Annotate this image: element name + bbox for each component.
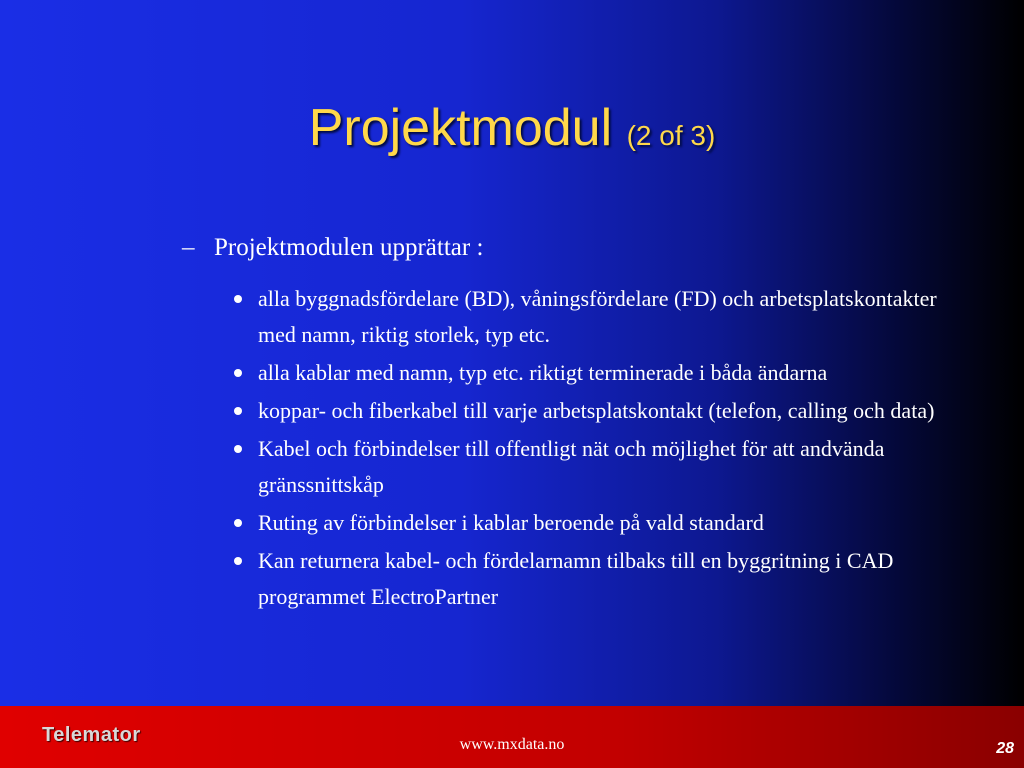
- list-item: [232, 281, 972, 353]
- page-number: 28: [996, 740, 1014, 757]
- item-text: Kabel och förbindelser till offentligt nät och möjlighet för att andvända gränssnittskåp: [258, 436, 885, 497]
- bullet-icon: [234, 407, 242, 415]
- footer-url[interactable]: www.mxdata.no: [459, 736, 565, 753]
- bullet-icon: [234, 295, 242, 303]
- slide-title: [0, 98, 1024, 158]
- list-item: [232, 355, 972, 391]
- lead-line: [182, 234, 483, 262]
- bullet-icon: [234, 557, 242, 565]
- item-text: alla byggnadsfördelare (BD), våningsfördelare (FD) och arbetsplatskontakter med namn, riktig storlek, typ etc.: [258, 286, 937, 347]
- dash-marker: –: [182, 234, 195, 261]
- item-text: koppar- och fiberkabel till varje arbetsplatskontakt (telefon, calling och data): [258, 398, 935, 423]
- item-text: Ruting av förbindelser i kablar beroende på vald standard: [258, 510, 764, 535]
- bullet-icon: [234, 445, 242, 453]
- bullet-icon: [234, 519, 242, 527]
- list-item: [232, 543, 972, 615]
- list-item: [232, 393, 972, 429]
- lead-text: Projektmodulen upprättar :: [214, 234, 484, 261]
- bullet-icon: [234, 369, 242, 377]
- list-item: [232, 431, 972, 503]
- telemator-logo: Telemator: [42, 724, 141, 746]
- item-text: alla kablar med namn, typ etc. riktigt terminerade i båda ändarna: [258, 360, 828, 385]
- list-item: [232, 505, 972, 541]
- title-main: Projektmodul: [308, 99, 613, 157]
- bullet-list: [232, 281, 972, 617]
- title-suffix: (2 of 3): [626, 120, 716, 151]
- footer-bar: [0, 706, 1024, 768]
- item-text: Kan returnera kabel- och fördelarnamn tilbaks till en byggritning i CAD programmet ElectroPartner: [258, 548, 894, 609]
